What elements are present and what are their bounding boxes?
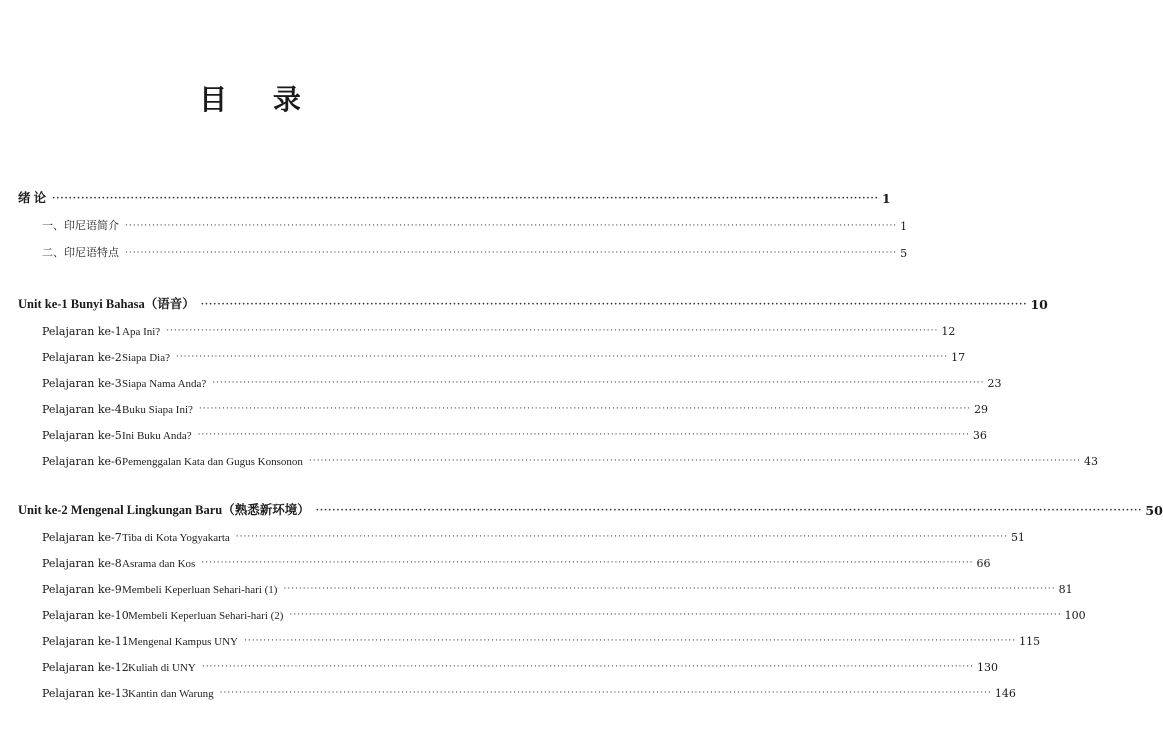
toc-page-number: 81 — [1058, 583, 1073, 596]
toc-page-number: 50 — [1145, 503, 1163, 518]
page-title: 目 录 — [199, 83, 319, 116]
toc-entry-unit-1[interactable] — [0, 292, 1048, 312]
toc-entry-intro[interactable] — [0, 186, 891, 206]
leader-dots: ········································································································································································································ — [125, 248, 898, 258]
toc-page-number: 29 — [974, 403, 989, 416]
leader-dots: ········································································································································································································ — [283, 584, 1056, 594]
toc-entry-lesson-4[interactable] — [0, 396, 989, 416]
lesson-prefix: Pelajaran ke-8 — [42, 557, 122, 570]
toc-page-number: 17 — [951, 351, 966, 364]
leader-dots: ········································································································································································································ — [315, 506, 1143, 516]
lesson-prefix: Pelajaran ke-4 — [42, 403, 122, 416]
toc-page-number: 5 — [900, 247, 908, 260]
lesson-prefix: Pelajaran ke-9 — [42, 583, 122, 596]
toc-page-number: 1 — [900, 220, 908, 233]
toc-entry-lesson-2[interactable] — [0, 344, 966, 364]
leader-dots: ········································································································································································································ — [197, 430, 970, 440]
toc-entry-label: 绪 论 — [18, 191, 47, 205]
lesson-title: Siapa Dia? — [122, 352, 170, 364]
leader-dots: ········································································································································································································ — [200, 300, 1028, 310]
toc-entry-label: 一、印尼语简介 — [42, 220, 119, 232]
toc-entry-unit-2[interactable] — [0, 498, 1163, 518]
toc-entry-label: Unit ke-2 Mengenal Lingkungan Baru（熟悉新环境） — [18, 503, 310, 517]
lesson-prefix: Pelajaran ke-7 — [42, 531, 122, 544]
toc-entry-lesson-8[interactable] — [0, 550, 991, 570]
toc-page-number: 10 — [1030, 297, 1048, 312]
lesson-title: Pemenggalan Kata dan Gugus Konsonon — [122, 456, 303, 468]
lesson-title: Mengenal Kampus UNY — [128, 636, 238, 648]
lesson-prefix: Pelajaran ke-2 — [42, 351, 122, 364]
leader-dots: ········································································································································································································ — [219, 688, 992, 698]
lesson-prefix: Pelajaran ke-10 — [42, 609, 129, 622]
toc-entry-intro-2[interactable] — [0, 240, 908, 260]
lesson-title: Buku Siapa Ini? — [122, 404, 193, 416]
toc-page-number: 146 — [994, 687, 1016, 700]
toc-entry-intro-1[interactable] — [0, 213, 908, 233]
lesson-title: Siapa Nama Anda? — [122, 378, 207, 390]
leader-dots: ········································································································································································································ — [235, 532, 1008, 542]
lesson-title: Kantin dan Warung — [128, 688, 214, 700]
toc-entry-lesson-3[interactable] — [0, 370, 1002, 390]
toc-page-number: 12 — [941, 325, 956, 338]
toc-page-number: 66 — [976, 557, 991, 570]
toc-page-number: 23 — [987, 377, 1002, 390]
lesson-title: Tiba di Kota Yogyakarta — [122, 532, 230, 544]
leader-dots: ········································································································································································································ — [198, 404, 972, 414]
lesson-prefix: Pelajaran ke-1 — [42, 325, 122, 338]
toc-entry-lesson-6[interactable] — [0, 448, 1099, 468]
leader-dots: ········································································································································································································ — [201, 558, 974, 568]
lesson-prefix: Pelajaran ke-11 — [42, 635, 129, 648]
toc-entry-lesson-7[interactable] — [0, 524, 1025, 544]
leader-dots: ········································································································································································································ — [201, 662, 974, 672]
lesson-prefix: Pelajaran ke-6 — [42, 455, 122, 468]
toc-entry-lesson-5[interactable] — [0, 422, 987, 442]
toc-page-number: 51 — [1010, 531, 1025, 544]
lesson-title: Kuliah di UNY — [128, 662, 196, 674]
toc-entry-lesson-9[interactable] — [0, 576, 1073, 596]
toc-entry-label: 二、印尼语特点 — [42, 247, 119, 259]
toc-entry-lesson-10[interactable] — [0, 602, 1086, 622]
lesson-title: Ini Buku Anda? — [122, 430, 192, 442]
toc-entry-lesson-13[interactable] — [0, 680, 1016, 700]
toc-entry-lesson-12[interactable] — [0, 654, 998, 674]
toc-page-number: 130 — [977, 661, 998, 674]
lesson-title: Membeli Keperluan Sehari-hari (1) — [122, 584, 278, 596]
leader-dots: ········································································································································································································ — [308, 456, 1082, 466]
leader-dots: ········································································································································································································ — [212, 378, 985, 388]
toc-entry-label: Unit ke-1 Bunyi Bahasa（语音） — [18, 297, 195, 311]
lesson-title: Apa Ini? — [122, 326, 161, 338]
toc-page-number: 100 — [1064, 609, 1086, 622]
leader-dots: ········································································································································································································ — [125, 221, 898, 231]
toc-entry-lesson-1[interactable] — [0, 318, 956, 338]
lesson-prefix: Pelajaran ke-5 — [42, 429, 122, 442]
toc-entry-lesson-11[interactable] — [0, 628, 1041, 648]
leader-dots: ········································································································································································································ — [175, 352, 949, 362]
lesson-prefix: Pelajaran ke-12 — [42, 661, 129, 674]
lesson-prefix: Pelajaran ke-13 — [42, 687, 129, 700]
lesson-prefix: Pelajaran ke-3 — [42, 377, 122, 390]
leader-dots: ········································································································································································································ — [52, 194, 879, 204]
toc-page-number: 1 — [881, 191, 891, 206]
lesson-title: Asrama dan Kos — [122, 558, 196, 570]
toc-page-number: 115 — [1019, 635, 1041, 648]
toc-page-number: 43 — [1084, 455, 1099, 468]
leader-dots: ········································································································································································································ — [166, 326, 939, 336]
leader-dots: ········································································································································································································ — [289, 610, 1062, 620]
leader-dots: ········································································································································································································ — [243, 636, 1017, 646]
toc-page-number: 36 — [972, 429, 987, 442]
lesson-title: Membeli Keperluan Sehari-hari (2) — [128, 610, 284, 622]
